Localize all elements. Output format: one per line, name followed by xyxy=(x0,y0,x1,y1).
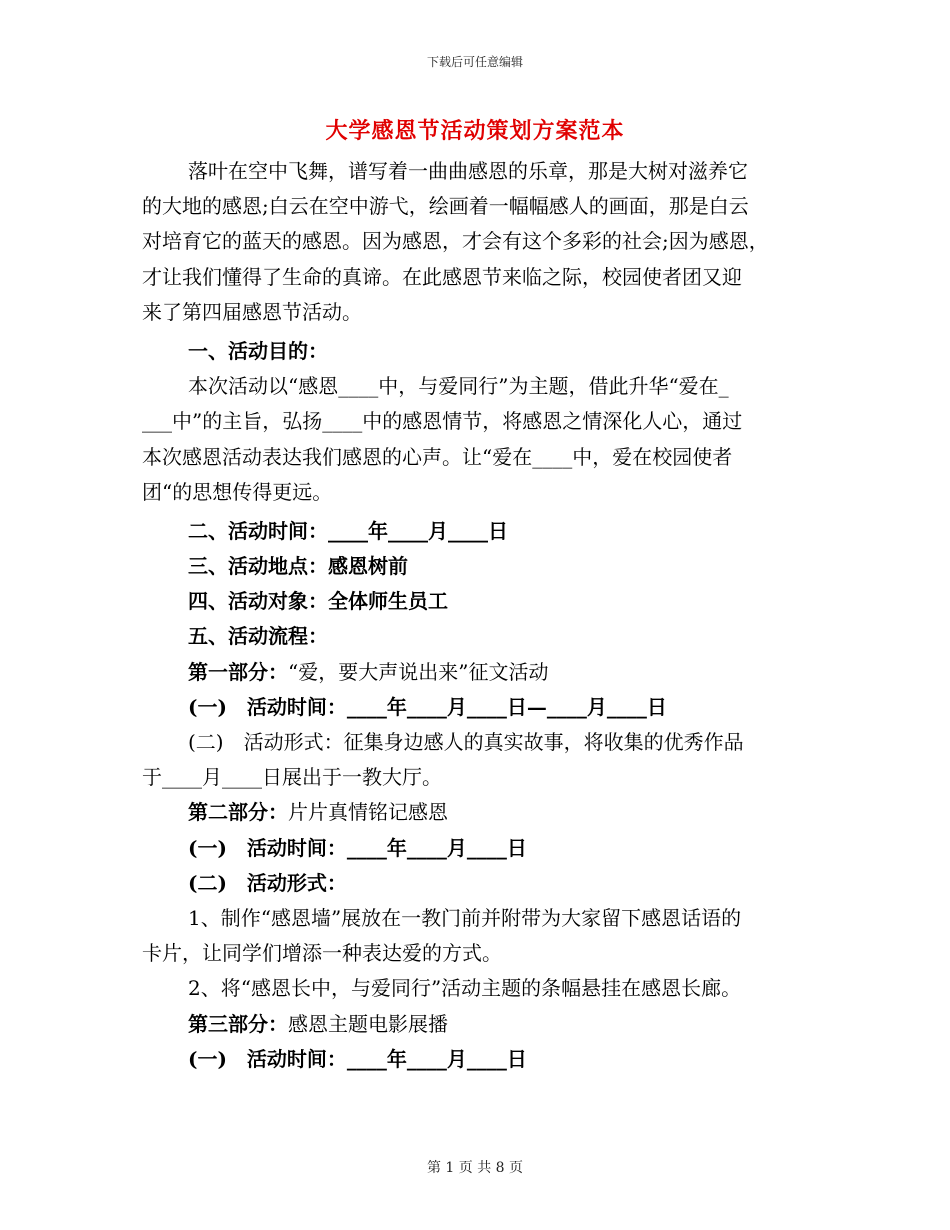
purpose-line: 本次活动以“感恩____中，与爱同行”为主题，借此升华“爱在_ xyxy=(188,374,729,399)
part1-item-time: (一) 活动时间：____年____月____日—____月____日 xyxy=(188,694,667,719)
part1-item-form-cont: 于____月____日展出于一教大厅。 xyxy=(142,765,442,790)
intro-line: 对培育它的蓝天的感恩。因为感恩，才会有这个多彩的社会;因为感恩， xyxy=(142,229,769,254)
purpose-line: 团“的思想传得更远。 xyxy=(142,479,333,504)
part2-point-2: 2、将“感恩长中，与爱同行”活动主题的条幅悬挂在感恩长廊。 xyxy=(188,976,742,1001)
part3-text: 感恩主题电影展播 xyxy=(288,1011,448,1036)
document-body xyxy=(142,154,812,1077)
part2-label: 第二部分： xyxy=(188,800,288,825)
part1-text: “爱，要大声说出来”征文活动 xyxy=(288,659,549,684)
part1-item-form: (二) 活动形式：征集身边感人的真实故事，将收集的优秀作品 xyxy=(188,730,744,754)
section-heading-purpose: 一、活动目的： xyxy=(188,338,328,363)
part1-label: 第一部分： xyxy=(188,659,288,684)
section-heading-location: 三、活动地点：感恩树前 xyxy=(188,554,408,579)
section-heading-audience: 四、活动对象：全体师生员工 xyxy=(188,589,448,614)
intro-line: 的大地的感恩;白云在空中游弋，绘画着一幅幅感人的画面，那是白云 xyxy=(142,194,749,219)
part2-text: 片片真情铭记感恩 xyxy=(288,800,448,825)
section-heading-time: 二、活动时间：____年____月____日 xyxy=(188,518,508,543)
purpose-line: ___中”的主旨，弘扬____中的感恩情节，将感恩之情深化人心，通过 xyxy=(142,409,743,434)
document-title: 大学感恩节活动策划方案范本 xyxy=(325,118,625,144)
part1-heading xyxy=(142,655,812,690)
part2-point-1: 1、制作“感恩墙”展放在一教门前并附带为大家留下感恩话语的 xyxy=(188,905,742,930)
purpose-line: 本次感恩活动表达我们感恩的心声。让“爱在____中，爱在校园使者 xyxy=(142,444,733,469)
intro-line: 落叶在空中飞舞，谱写着一曲曲感恩的乐章，那是大树对滋养它 xyxy=(188,159,748,183)
part2-item-form: (二) 活动形式： xyxy=(188,870,347,895)
intro-line: 才让我们懂得了生命的真谛。在此感恩节来临之际，校园使者团又迎 xyxy=(142,264,742,289)
part3-label: 第三部分： xyxy=(188,1011,288,1036)
page-header: 下载后可任意编辑 xyxy=(426,55,523,69)
part3-heading xyxy=(142,1007,812,1042)
part2-heading xyxy=(142,795,812,830)
part2-item-time: (一) 活动时间：____年____月____日 xyxy=(188,835,527,860)
part2-point-1-cont: 卡片，让同学们增添一种表达爱的方式。 xyxy=(142,941,502,966)
page-footer: 第 1 页 共 8 页 xyxy=(426,1160,524,1176)
section-heading-process: 五、活动流程： xyxy=(188,624,328,649)
intro-line: 来了第四届感恩节活动。 xyxy=(142,299,362,324)
part3-item-time: (一) 活动时间：____年____月____日 xyxy=(188,1046,527,1071)
